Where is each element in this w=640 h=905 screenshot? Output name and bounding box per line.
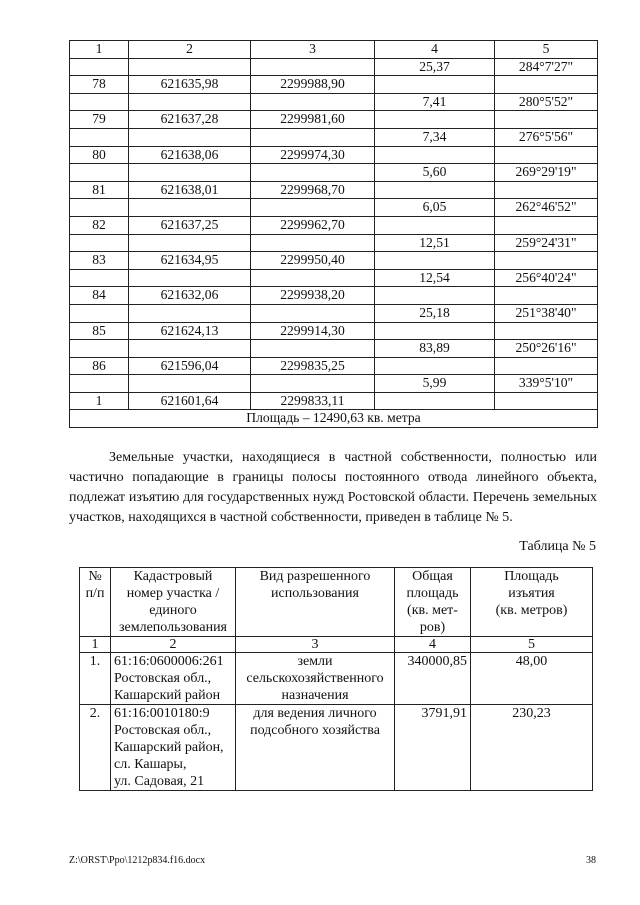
coord-header-cell: 5: [495, 41, 598, 59]
coord-cell: [70, 93, 129, 111]
coord-cell: 276°5'56": [495, 128, 598, 146]
coord-cell: 339°5'10": [495, 375, 598, 393]
coord-cell: 2299938,20: [251, 287, 375, 305]
coord-cell: [375, 111, 495, 129]
coord-cell: 2299950,40: [251, 252, 375, 270]
coord-cell: 621601,64: [129, 392, 251, 410]
coordinates-table-body: [70, 41, 598, 428]
coord-cell: [495, 357, 598, 375]
parcels-header-cell: Вид разрешенного использования: [236, 568, 395, 637]
coord-cell: [375, 357, 495, 375]
coord-row: [70, 252, 598, 270]
coord-row: [70, 146, 598, 164]
coord-row: [70, 287, 598, 305]
coord-cell: [70, 304, 129, 322]
coord-header-cell: 2: [129, 41, 251, 59]
coord-cell: [495, 216, 598, 234]
coord-row: [70, 357, 598, 375]
coord-row: [70, 76, 598, 94]
coord-cell: 621637,28: [129, 111, 251, 129]
coord-cell: 25,37: [375, 58, 495, 76]
coord-cell: 284°7'27": [495, 58, 598, 76]
coord-cell: 80: [70, 146, 129, 164]
parcels-number-cell: 1: [80, 637, 111, 653]
parcels-number-cell: 2: [111, 637, 236, 653]
coord-header-cell: 3: [251, 41, 375, 59]
total-area-cell: Площадь – 12490,63 кв. метра: [70, 410, 598, 428]
coord-cell: 621634,95: [129, 252, 251, 270]
parcels-header-cell: № п/п: [80, 568, 111, 637]
parcels-cell: 48,00: [471, 653, 593, 705]
coord-cell: 84: [70, 287, 129, 305]
parcels-table-body: [80, 568, 593, 791]
coord-cell: [70, 269, 129, 287]
coord-cell: 256°40'24": [495, 269, 598, 287]
coord-cell: 2299914,30: [251, 322, 375, 340]
parcels-header-cell: Общая площадь (кв. мет- ров): [395, 568, 471, 637]
footer-page-number: 38: [586, 855, 596, 866]
parcels-header-row: [80, 568, 593, 637]
parcels-cell: для ведения личного подсобного хозяйства: [236, 705, 395, 791]
coord-cell: 621638,01: [129, 181, 251, 199]
coord-cell: [129, 269, 251, 287]
coord-cell: [375, 181, 495, 199]
coord-cell: 621635,98: [129, 76, 251, 94]
body-paragraph: [69, 448, 597, 528]
coord-header-cell: 1: [70, 41, 129, 59]
table-caption: Таблица № 5: [519, 539, 596, 554]
coord-cell: 12,54: [375, 269, 495, 287]
coord-cell: [495, 392, 598, 410]
coord-cell: [251, 93, 375, 111]
coord-cell: [375, 216, 495, 234]
coord-cell: [129, 58, 251, 76]
coord-cell: [251, 375, 375, 393]
coord-cell: [251, 269, 375, 287]
parcels-cell: 61:16:0600006:261 Ростовская обл., Кашарский район: [111, 653, 236, 705]
coord-cell: [251, 164, 375, 182]
coord-cell: [70, 58, 129, 76]
parcels-cell: 340000,85: [395, 653, 471, 705]
coord-cell: 86: [70, 357, 129, 375]
coord-cell: 7,34: [375, 128, 495, 146]
coord-cell: [495, 252, 598, 270]
coord-row: [70, 392, 598, 410]
coord-cell: [251, 128, 375, 146]
parcels-cell: 230,23: [471, 705, 593, 791]
parcels-number-cell: 3: [236, 637, 395, 653]
parcels-row: [80, 653, 593, 705]
coord-cell: 12,51: [375, 234, 495, 252]
coord-cell: 2299962,70: [251, 216, 375, 234]
coord-cell: 5,99: [375, 375, 495, 393]
coord-cell: [495, 76, 598, 94]
coord-cell: [495, 111, 598, 129]
coord-header-row: [70, 41, 598, 59]
footer-file-path: Z:\ORST\Ppo\1212p834.f16.docx: [69, 855, 206, 866]
coord-cell: [375, 392, 495, 410]
coord-cell: [70, 164, 129, 182]
coord-cell: 621632,06: [129, 287, 251, 305]
coord-area-row: [70, 410, 598, 428]
coord-cell: 2299988,90: [251, 76, 375, 94]
coord-row: [70, 375, 598, 393]
coord-cell: [375, 322, 495, 340]
coord-cell: [129, 93, 251, 111]
coord-cell: 621624,13: [129, 322, 251, 340]
coord-row: [70, 164, 598, 182]
coord-cell: 621637,25: [129, 216, 251, 234]
coord-row: [70, 322, 598, 340]
coord-row: [70, 340, 598, 358]
coord-cell: 79: [70, 111, 129, 129]
coord-cell: 2299974,30: [251, 146, 375, 164]
coord-cell: [375, 146, 495, 164]
coord-row: [70, 128, 598, 146]
coord-cell: 251°38'40": [495, 304, 598, 322]
coord-cell: 1: [70, 392, 129, 410]
coord-cell: [375, 287, 495, 305]
coord-cell: [129, 304, 251, 322]
coord-row: [70, 93, 598, 111]
coord-cell: [251, 234, 375, 252]
coord-cell: 2299981,60: [251, 111, 375, 129]
coord-cell: 81: [70, 181, 129, 199]
paragraph-text: Земельные участки, находящиеся в частной собственности, полностью или частично попадающие в границы полосы постоянного отвода линейного объекта, подлежат изъятию для государственных нужд Ростовской области. Перечень земельных участков, находящихся в частной собственности, приведен в таблице № 5.: [69, 450, 597, 525]
coord-cell: 83: [70, 252, 129, 270]
parcels-number-cell: 5: [471, 637, 593, 653]
coord-cell: 6,05: [375, 199, 495, 217]
coord-cell: [251, 340, 375, 358]
coordinates-table: [69, 40, 598, 428]
coord-cell: [70, 340, 129, 358]
coord-row: [70, 199, 598, 217]
coord-cell: [129, 199, 251, 217]
parcels-header-cell: Кадастровый номер участка / единого землепользования: [111, 568, 236, 637]
coord-cell: 85: [70, 322, 129, 340]
coord-cell: 250°26'16": [495, 340, 598, 358]
coord-cell: [129, 164, 251, 182]
coord-row: [70, 234, 598, 252]
coord-cell: 25,18: [375, 304, 495, 322]
coord-cell: [495, 287, 598, 305]
coord-cell: 621638,06: [129, 146, 251, 164]
coord-cell: 2299833,11: [251, 392, 375, 410]
coord-header-cell: 4: [375, 41, 495, 59]
parcels-number-cell: 4: [395, 637, 471, 653]
coord-cell: [70, 199, 129, 217]
coord-cell: 269°29'19": [495, 164, 598, 182]
coord-cell: [495, 181, 598, 199]
coord-cell: [129, 340, 251, 358]
parcels-table: [79, 567, 593, 791]
coord-cell: [129, 234, 251, 252]
coord-cell: [375, 252, 495, 270]
coord-row: [70, 216, 598, 234]
coord-cell: 82: [70, 216, 129, 234]
coord-cell: [70, 375, 129, 393]
coord-row: [70, 269, 598, 287]
coord-cell: [251, 304, 375, 322]
parcels-header-cell: Площадь изъятия (кв. метров): [471, 568, 593, 637]
parcels-cell: 3791,91: [395, 705, 471, 791]
coord-cell: [129, 375, 251, 393]
coord-cell: 7,41: [375, 93, 495, 111]
coord-cell: [70, 128, 129, 146]
coord-cell: 621596,04: [129, 357, 251, 375]
coord-cell: [495, 146, 598, 164]
coord-cell: 5,60: [375, 164, 495, 182]
coord-row: [70, 181, 598, 199]
coord-cell: [495, 322, 598, 340]
parcels-row: [80, 705, 593, 791]
coord-cell: [129, 128, 251, 146]
coord-cell: 262°46'52": [495, 199, 598, 217]
parcels-cell: 2.: [80, 705, 111, 791]
coord-cell: 83,89: [375, 340, 495, 358]
coord-cell: [251, 58, 375, 76]
parcels-cell: 61:16:0010180:9 Ростовская обл., Кашарский район, сл. Кашары, ул. Садовая, 21: [111, 705, 236, 791]
parcels-cell: 1.: [80, 653, 111, 705]
coord-cell: 280°5'52": [495, 93, 598, 111]
coord-cell: 2299835,25: [251, 357, 375, 375]
coord-cell: [70, 234, 129, 252]
coord-cell: 259°24'31": [495, 234, 598, 252]
coord-cell: 2299968,70: [251, 181, 375, 199]
coord-cell: [375, 76, 495, 94]
coord-cell: 78: [70, 76, 129, 94]
coord-cell: [251, 199, 375, 217]
coord-row: [70, 58, 598, 76]
coord-row: [70, 111, 598, 129]
parcels-number-row: [80, 637, 593, 653]
parcels-cell: земли сельскохозяйственного назначения: [236, 653, 395, 705]
coord-row: [70, 304, 598, 322]
